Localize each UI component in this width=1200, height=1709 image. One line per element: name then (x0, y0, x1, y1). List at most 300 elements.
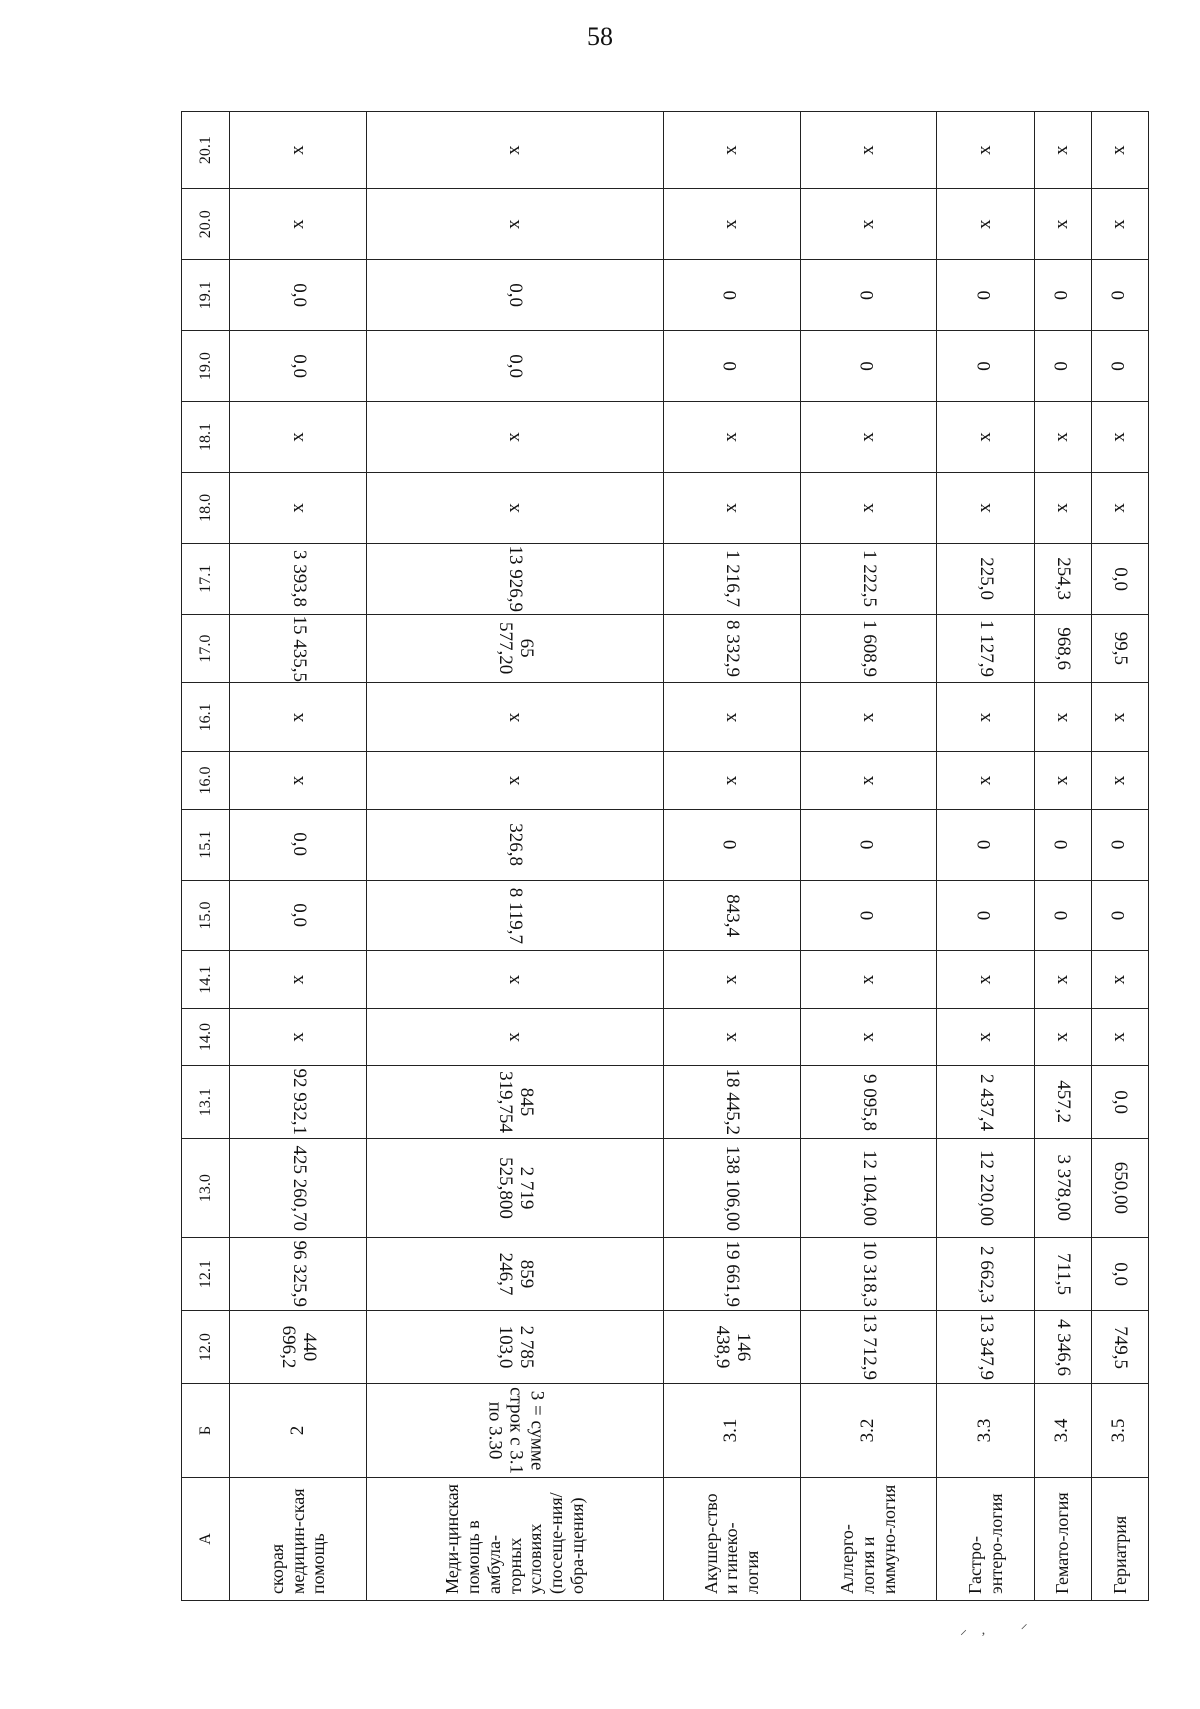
table-cell (800, 112, 937, 189)
cell-value: x (974, 219, 996, 230)
table-cell (367, 614, 663, 683)
table-cell (800, 614, 937, 683)
row-label: Аллерго-логия и иммуно-логия (800, 1477, 937, 1600)
table-cell (230, 614, 367, 683)
cell-value: 8 332,9 (721, 620, 743, 678)
cell-value: x (1051, 1032, 1073, 1042)
row-label: Гериатрия (1091, 1477, 1148, 1600)
cell-value: 3 378,00 (1053, 1154, 1075, 1222)
table-cell (937, 1139, 1034, 1238)
header-cell: 18.0 (182, 472, 230, 543)
cell-value: x (1051, 712, 1073, 723)
cell-value: x (1051, 775, 1073, 786)
cell-value: 0,0 (1110, 566, 1132, 591)
table-cell (663, 260, 800, 331)
table-cell (367, 260, 663, 331)
cell-value: 2 662,3 (975, 1245, 997, 1303)
table-cell (230, 1311, 367, 1384)
cell-value: 13 926,9 (505, 545, 527, 612)
cell-value: 0 (720, 361, 742, 371)
cell-value: 0 (974, 361, 996, 371)
table-cell (367, 1311, 663, 1384)
cell-value: x (720, 432, 742, 442)
cell-value: 0 (1051, 839, 1073, 850)
table-cell (367, 543, 663, 614)
table-cell (1091, 880, 1148, 951)
cell-value: 0,0 (288, 832, 310, 857)
header-cell: 13.1 (182, 1066, 230, 1139)
table-cell (1091, 1139, 1148, 1238)
header-cell: 13.0 (182, 1139, 230, 1238)
header-cell: 15.1 (182, 809, 230, 880)
header-cell: 16.1 (182, 683, 230, 752)
row-code-text: 3.3 (974, 1418, 996, 1443)
cell-value: x (286, 974, 308, 985)
header-cell: 17.0 (182, 614, 230, 683)
cell-value: x (857, 1032, 879, 1042)
table-cell (937, 809, 1034, 880)
scan-marks: ⸝ ‚ ⸍ (960, 1623, 1028, 1638)
table-cell (663, 1008, 800, 1065)
cell-value: x (503, 974, 525, 985)
table-cell (663, 1066, 800, 1139)
table-cell (800, 472, 937, 543)
table-cell (230, 752, 367, 809)
row-label: Гастро-энтеро-логия (937, 1477, 1034, 1600)
table-cell (1091, 1238, 1148, 1311)
table-cell (937, 683, 1034, 752)
table-cell (663, 951, 800, 1008)
table-cell (937, 880, 1034, 951)
row-label: Меди-цинская помощь в амбула-торных условиях (посеще-ния/обра-щения) (367, 1477, 663, 1600)
table-cell (230, 1008, 367, 1065)
table-cell (367, 1238, 663, 1311)
cell-value: x (503, 432, 525, 442)
table-cell (1034, 402, 1091, 473)
table-cell (663, 1238, 800, 1311)
table-cell (1034, 809, 1091, 880)
table-cell (367, 112, 663, 189)
table-cell (937, 1311, 1034, 1384)
cell-value: x (974, 775, 996, 786)
cell-value: 0,0 (288, 903, 310, 928)
cell-value: x (503, 503, 525, 513)
cell-value: 65 577,20 (494, 622, 537, 675)
cell-value: 13 347,9 (975, 1313, 997, 1381)
cell-value: x (720, 1032, 742, 1042)
cell-value: 0,0 (1110, 1262, 1132, 1287)
cell-value: 843,4 (721, 894, 743, 937)
table-cell (1034, 331, 1091, 402)
cell-value: x (974, 503, 996, 513)
table-row (663, 112, 800, 1601)
cell-value: x (974, 145, 996, 155)
table-body (230, 112, 1149, 1601)
cell-value: x (286, 1032, 308, 1042)
table-cell (663, 112, 800, 189)
cell-value: x (1108, 503, 1130, 513)
cell-value: 326,8 (505, 823, 527, 866)
table-cell (230, 1066, 367, 1139)
table-cell (663, 189, 800, 260)
cell-value: 650,00 (1110, 1162, 1132, 1215)
table-cell (937, 543, 1034, 614)
cell-value: 0 (1108, 910, 1130, 921)
row-label: скорая медицин-ская помощь (230, 1477, 367, 1600)
table-cell (367, 402, 663, 473)
table-cell (800, 1066, 937, 1139)
table-cell (800, 1238, 937, 1311)
cell-value: 0 (1108, 361, 1130, 371)
table-row (937, 112, 1034, 1601)
cell-value: 2 437,4 (975, 1073, 997, 1131)
table-cell (1034, 472, 1091, 543)
table-cell (800, 809, 937, 880)
table-cell (1034, 880, 1091, 951)
cell-value: x (974, 1032, 996, 1042)
cell-value: x (1108, 712, 1130, 723)
table-cell (367, 1008, 663, 1065)
cell-value: 0,0 (1110, 1090, 1132, 1114)
table-cell (367, 1066, 663, 1139)
cell-value: 0 (857, 839, 879, 850)
table-cell (663, 472, 800, 543)
table-cell (230, 402, 367, 473)
table-cell (367, 683, 663, 752)
cell-value: 425 260,70 (288, 1145, 310, 1231)
table-cell (1034, 260, 1091, 331)
table-cell (1034, 683, 1091, 752)
cell-value: 0 (1051, 361, 1073, 371)
cell-value: x (1108, 219, 1130, 230)
header-cell: 14.1 (182, 951, 230, 1008)
table-cell (800, 402, 937, 473)
table-cell (1034, 543, 1091, 614)
row-code (1034, 1384, 1091, 1478)
cell-value: 15 435,5 (288, 615, 310, 682)
table-cell (367, 951, 663, 1008)
cell-value: x (503, 219, 525, 230)
table-cell (1091, 402, 1148, 473)
table-cell (663, 752, 800, 809)
cell-value: x (1051, 145, 1073, 155)
table-cell (1091, 331, 1148, 402)
table-cell (1091, 809, 1148, 880)
table-cell (663, 543, 800, 614)
cell-value: x (720, 503, 742, 513)
table-cell (230, 112, 367, 189)
cell-value: 0 (720, 839, 742, 850)
table-cell (1091, 1311, 1148, 1384)
cell-value: x (857, 432, 879, 442)
cell-value: x (720, 775, 742, 786)
cell-value: 0 (857, 361, 879, 371)
table-cell (1034, 614, 1091, 683)
table-cell (1091, 1008, 1148, 1065)
row-code-text: 3.1 (720, 1418, 742, 1443)
cell-value: 9 095,8 (858, 1073, 880, 1131)
header-cell: 20.1 (182, 112, 230, 189)
header-row (182, 112, 230, 1601)
table-cell (1091, 752, 1148, 809)
cell-value: x (974, 974, 996, 985)
cell-value: x (974, 432, 996, 442)
row-code (937, 1384, 1034, 1478)
header-cell: А (182, 1477, 230, 1600)
cell-value: x (1108, 432, 1130, 442)
cell-value: x (1108, 974, 1130, 985)
cell-value: 254,3 (1053, 557, 1075, 601)
table-cell (800, 1139, 937, 1238)
header-cell: 16.0 (182, 752, 230, 809)
table-cell (937, 331, 1034, 402)
data-table (181, 111, 1149, 1601)
cell-value: 0,0 (505, 283, 527, 308)
table-cell (1091, 189, 1148, 260)
row-label: Акушер-ство и гинеко-логия (663, 1477, 800, 1600)
table-cell (1034, 752, 1091, 809)
cell-value: 0 (1051, 290, 1073, 300)
table-row (800, 112, 937, 1601)
table-cell (800, 1311, 937, 1384)
table-cell (800, 543, 937, 614)
table-cell (800, 683, 937, 752)
row-code (663, 1384, 800, 1478)
table-cell (230, 1139, 367, 1238)
table-cell (367, 809, 663, 880)
cell-value: 749,5 (1110, 1325, 1132, 1369)
cell-value: x (720, 145, 742, 155)
cell-value: 968,6 (1053, 627, 1075, 670)
table-cell (937, 1066, 1034, 1139)
table-cell (800, 1008, 937, 1065)
cell-value: x (720, 974, 742, 985)
table-cell (937, 112, 1034, 189)
cell-value: x (857, 974, 879, 985)
table-cell (937, 189, 1034, 260)
cell-value: 19 661,9 (721, 1240, 743, 1308)
table-cell (1034, 1008, 1091, 1065)
cell-value: 4 346,6 (1053, 1318, 1075, 1376)
table-cell (663, 331, 800, 402)
cell-value: x (503, 1032, 525, 1042)
cell-value: 0 (974, 839, 996, 850)
cell-value: 8 119,7 (505, 887, 527, 944)
header-cell: 18.1 (182, 402, 230, 473)
cell-value: x (286, 432, 308, 442)
table-cell (230, 189, 367, 260)
row-code (230, 1384, 367, 1478)
table-cell (1091, 614, 1148, 683)
cell-value: x (1108, 145, 1130, 155)
cell-value: x (286, 503, 308, 513)
cell-value: x (286, 775, 308, 786)
cell-value: x (1108, 775, 1130, 786)
table-cell (1091, 260, 1148, 331)
cell-value: x (857, 712, 879, 723)
cell-value: x (1108, 1032, 1130, 1042)
cell-value: x (857, 145, 879, 155)
table-cell (663, 809, 800, 880)
row-code-text: 3.2 (857, 1418, 879, 1443)
row-code-text: 3.5 (1108, 1418, 1130, 1443)
table-cell (230, 331, 367, 402)
cell-value: 0 (1108, 839, 1130, 850)
cell-value: 13 712,9 (858, 1313, 880, 1381)
table-cell (800, 880, 937, 951)
cell-value: 711,5 (1053, 1253, 1075, 1296)
cell-value: 92 932,1 (288, 1068, 310, 1136)
table-cell (1034, 951, 1091, 1008)
table-cell (663, 402, 800, 473)
table-cell (1034, 1311, 1091, 1384)
header-cell: 15.0 (182, 880, 230, 951)
table-cell (663, 614, 800, 683)
table-cell (1034, 1238, 1091, 1311)
cell-value: 457,2 (1053, 1080, 1075, 1124)
cell-value: x (720, 712, 742, 723)
table-cell (367, 752, 663, 809)
table-cell (1034, 1066, 1091, 1139)
table-cell (937, 260, 1034, 331)
table-cell (1091, 543, 1148, 614)
row-code-text: 2 (286, 1425, 308, 1436)
cell-value: 0 (857, 290, 879, 300)
table-cell (800, 951, 937, 1008)
cell-value: 0,0 (288, 354, 310, 378)
cell-value: 0 (1051, 910, 1073, 921)
cell-value: 0,0 (505, 354, 527, 378)
cell-value: 138 106,00 (721, 1145, 743, 1231)
header-cell: 14.0 (182, 1008, 230, 1065)
header-cell: 19.0 (182, 331, 230, 402)
cell-value: 3 393,8 (288, 550, 310, 608)
cell-value: 0 (974, 910, 996, 921)
table-cell (1091, 472, 1148, 543)
cell-value: x (503, 775, 525, 786)
row-code-text: 3 = сумме строк с 3.1 по 3.30 (484, 1387, 548, 1474)
cell-value: 1 216,7 (721, 550, 743, 608)
cell-value: 859 246,7 (494, 1252, 537, 1296)
table-cell (230, 1238, 367, 1311)
row-code (800, 1384, 937, 1478)
table-cell (663, 683, 800, 752)
table-cell (800, 331, 937, 402)
table-row (1091, 112, 1148, 1601)
cell-value: 96 325,9 (288, 1240, 310, 1308)
cell-value: 845 319,754 (494, 1071, 537, 1133)
cell-value: x (857, 503, 879, 513)
table-cell (230, 543, 367, 614)
cell-value: x (286, 145, 308, 155)
table-cell (1091, 112, 1148, 189)
cell-value: x (503, 145, 525, 155)
header-cell: 20.0 (182, 189, 230, 260)
table-cell (800, 752, 937, 809)
cell-value: 12 104,00 (858, 1150, 880, 1227)
row-code (367, 1384, 663, 1478)
cell-value: x (1051, 432, 1073, 442)
table-cell (1091, 1066, 1148, 1139)
table-cell (230, 951, 367, 1008)
cell-value: x (857, 219, 879, 230)
header-cell: Б (182, 1384, 230, 1478)
cell-value: 0 (720, 290, 742, 300)
cell-value: x (503, 712, 525, 723)
table-cell (937, 1238, 1034, 1311)
table-cell (367, 331, 663, 402)
table-cell (937, 951, 1034, 1008)
table-cell (230, 683, 367, 752)
table-cell (230, 809, 367, 880)
cell-value: x (857, 775, 879, 786)
cell-value: 1 222,5 (858, 550, 880, 608)
table-cell (230, 880, 367, 951)
cell-value: x (1051, 503, 1073, 513)
cell-value: x (286, 712, 308, 723)
cell-value: 2 785 103,0 (494, 1325, 537, 1369)
cell-value: 18 445,2 (721, 1068, 743, 1136)
table-cell (937, 1008, 1034, 1065)
row-label: Гемато-логия (1034, 1477, 1091, 1600)
table-cell (937, 402, 1034, 473)
cell-value: 99,5 (1110, 631, 1132, 666)
cell-value: x (1051, 219, 1073, 230)
table-cell (800, 260, 937, 331)
table-cell (367, 880, 663, 951)
cell-value: 146 438,9 (711, 1325, 754, 1369)
table-cell (663, 1139, 800, 1238)
cell-value: 440 696,2 (278, 1325, 321, 1369)
table-cell (367, 472, 663, 543)
cell-value: 0 (857, 910, 879, 921)
table-row (367, 112, 663, 1601)
cell-value: 10 318,3 (858, 1240, 880, 1308)
header-cell: 12.1 (182, 1238, 230, 1311)
cell-value: 2 719 525,800 (494, 1157, 537, 1219)
table-row (1034, 112, 1091, 1601)
cell-value: x (974, 712, 996, 723)
row-code (1091, 1384, 1148, 1478)
rotated-table-container (181, 111, 1149, 1601)
cell-value: 1 127,9 (975, 620, 997, 678)
row-code-text: 3.4 (1051, 1418, 1073, 1443)
table-cell (663, 880, 800, 951)
table-cell (800, 189, 937, 260)
cell-value: x (1051, 974, 1073, 985)
table-cell (1034, 189, 1091, 260)
table-row (230, 112, 367, 1601)
table-cell (367, 189, 663, 260)
table-cell (1034, 1139, 1091, 1238)
cell-value: 225,0 (975, 557, 997, 601)
header-cell: 12.0 (182, 1311, 230, 1384)
table-cell (937, 472, 1034, 543)
cell-value: 0,0 (288, 283, 310, 308)
cell-value: 0 (1108, 290, 1130, 300)
cell-value: 12 220,00 (975, 1150, 997, 1227)
header-cell: 19.1 (182, 260, 230, 331)
table-cell (937, 614, 1034, 683)
cell-value: x (286, 219, 308, 230)
table-cell (367, 1139, 663, 1238)
cell-value: 1 608,9 (858, 620, 880, 678)
table-cell (1091, 683, 1148, 752)
table-cell (230, 472, 367, 543)
table-cell (1091, 951, 1148, 1008)
table-cell (937, 752, 1034, 809)
table-cell (1034, 112, 1091, 189)
